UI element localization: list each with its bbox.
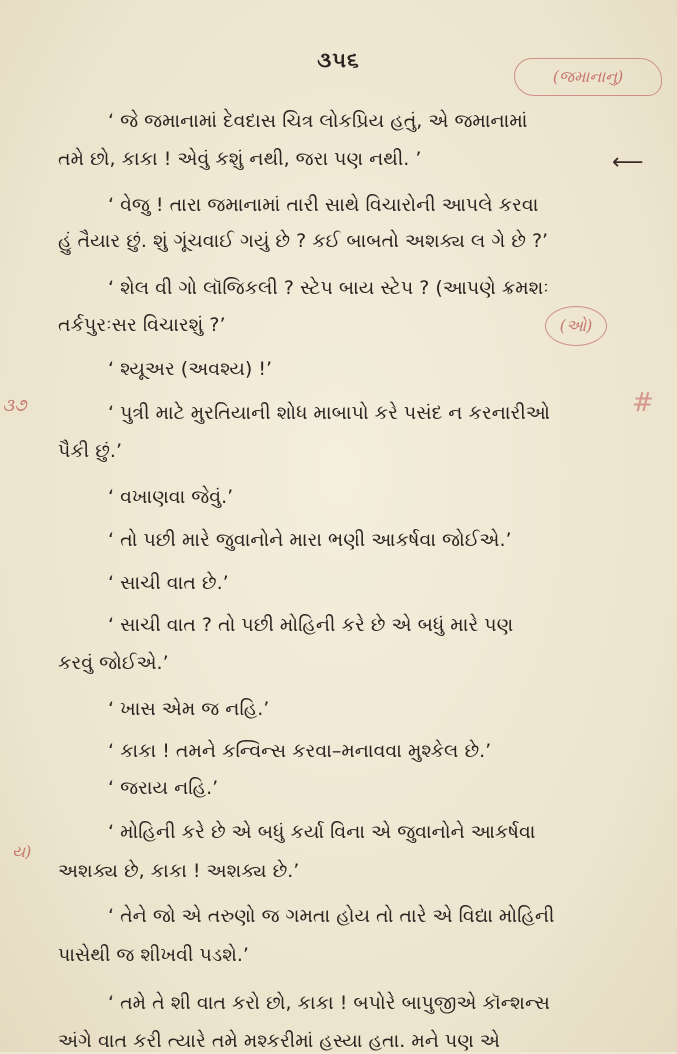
text-line: પાસેથી જ શીખવી પડશે.’ — [58, 944, 249, 966]
text-line: ‘ સાચી વાત છે.’ — [108, 572, 229, 594]
text-line: ‘ વેજુ ! તારા જમાનામાં તારી સાથે વિચારોની આપલે કરવા — [108, 194, 539, 216]
text-line: ‘ શ્યૂઅર (અવશ્ય) !’ — [108, 358, 273, 380]
margin-arrow-icon: ⟵ — [612, 150, 644, 175]
handwritten-circle-note: (ઓ) — [545, 306, 607, 346]
text-line: ‘ મોહિની કરે છે એ બધું કર્યા વિના એ જુવાનોને આકર્ષવા — [108, 821, 536, 843]
text-line: ‘ સાચી વાત ? તો પછી મોહિની કરે છે એ બધું મારે પણ — [108, 614, 514, 636]
page-number: ૩૫૬ — [317, 48, 360, 72]
handwritten-margin-note-2: ય) — [12, 842, 32, 861]
text-line: ‘ ખાસ એમ જ નહિ.’ — [108, 698, 270, 720]
text-line: ‘ જે જમાનામાં દેવદાસ ચિત્ર લોકપ્રિય હતું, એ જમાનામાં — [108, 110, 528, 132]
handwritten-margin-note: ૩૭ — [2, 395, 27, 416]
text-line: પૈકી છું.’ — [58, 440, 122, 462]
handwritten-note-top: (જમાનાનુ) — [514, 58, 662, 96]
text-line: ‘ પુત્રી માટે મુરતિયાની શોધ માબાપો કરે પસંદ ન કરનારીઓ — [108, 402, 550, 424]
text-line: તર્કપુરઃસર વિચારશું ?’ — [58, 314, 226, 336]
text-line: ‘ તેને જો એ તરુણો જ ગમતા હોય તો તારે એ વિદ્યા મોહિની — [108, 905, 555, 927]
text-line: ‘ તમે તે શી વાત કરો છો, કાકા ! બપોરે બાપુજીએ કૉન્શન્સ — [108, 992, 550, 1014]
text-line: હું તૈયાર છું. શું ગૂંચવાઈ ગયું છે ? કઈ બાબતો અશક્ય લ ગે છે ?’ — [58, 230, 549, 252]
text-line: ‘ વખાણવા જેવું.’ — [108, 486, 234, 508]
text-line: ‘ જરાય નહિ.’ — [108, 777, 219, 799]
text-line: અંગે વાત કરી ત્યારે તમે મશ્કરીમાં હસ્યા હતા. મને પણ એ — [58, 1030, 500, 1052]
text-line: અશક્ય છે, કાકા ! અશક્ય છે.’ — [58, 860, 300, 882]
handwritten-hash-mark: # — [632, 388, 654, 418]
text-line: તમે છો, કાકા ! એવું કશું નથી, જરા પણ નથી. ’ — [58, 148, 422, 170]
text-line: ‘ શેલ વી ગો લૉજિકલી ? સ્ટેપ બાય સ્ટેપ ? (આપણે ક્રમશઃ — [108, 277, 549, 299]
text-line: ‘ તો પછી મારે જુવાનોને મારા ભણી આકર્ષવા જોઈએ.’ — [108, 529, 512, 551]
text-line: કરવું જોઈએ.’ — [58, 652, 169, 674]
text-line: ‘ કાકા ! તમને કન્વિન્સ કરવા–મનાવવા મુશ્કેલ છે.’ — [108, 740, 492, 762]
